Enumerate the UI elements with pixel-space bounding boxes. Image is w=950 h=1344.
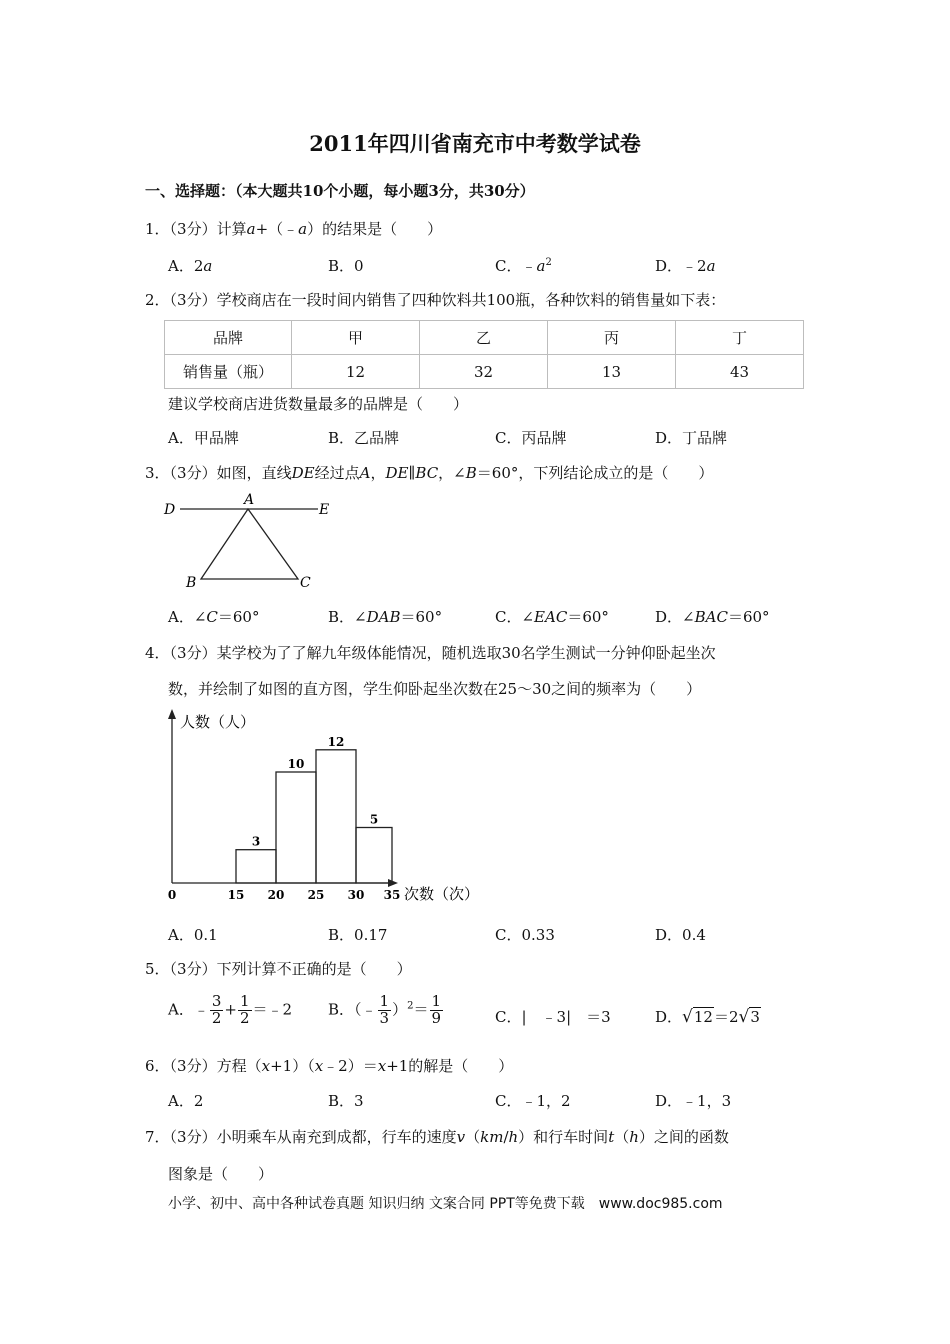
- table-row: [165, 355, 804, 389]
- table-cell: 43: [676, 355, 804, 389]
- q2-option-c: C．丙品牌: [495, 429, 567, 447]
- histogram-bar: [236, 850, 276, 883]
- bar-value-label: 12: [327, 734, 345, 749]
- x-axis-label: 次数（次）: [404, 885, 480, 903]
- q6-option-b: B．3: [328, 1092, 364, 1110]
- triangle-abc: [201, 509, 298, 579]
- bar-value-label: 3: [251, 834, 261, 849]
- q4-option-b: B．0.17: [328, 926, 388, 944]
- table-cell: 销售量（瓶）: [165, 355, 292, 389]
- q1-option-b: B．0: [328, 257, 364, 275]
- question-4-line2: 数，并绘制了如图的直方图，学生仰卧起坐次数在25～30之间的频率为（ ）: [168, 680, 702, 698]
- table-row: [165, 321, 804, 355]
- table-cell: 12: [292, 355, 420, 389]
- label-c: C: [300, 575, 311, 591]
- histogram-bar: [316, 750, 356, 883]
- q4-option-d: D．0.4: [655, 926, 706, 944]
- label-e: E: [319, 502, 330, 518]
- q5-option-b: B．（﹣ $\frac{1}{3}$ ）$^2$＝ $\frac{1}{9}$: [328, 992, 442, 1027]
- q2-option-a: A．甲品牌: [168, 429, 239, 447]
- question-4: 4．（3分）某学校为了了解九年级体能情况，随机选取30名学生测试一分钟仰卧起坐次: [145, 644, 716, 662]
- histogram: [160, 705, 490, 910]
- q4-option-a: A．0.1: [168, 926, 218, 944]
- q3-option-c: C．∠EAC＝60°: [495, 608, 609, 626]
- q6-option-c: C．﹣1，2: [495, 1092, 571, 1110]
- question-1: 1．（3分）计算a+（﹣a）的结果是（ ）: [145, 220, 443, 238]
- q3-option-a: A．∠C＝60°: [168, 608, 260, 626]
- x-tick-label: 15: [227, 888, 245, 902]
- q-score: （3分）: [169, 220, 217, 238]
- question-7-line2: 图象是（ ）: [168, 1165, 274, 1183]
- table-cell: 乙: [420, 321, 548, 355]
- x-tick-label: 20: [267, 888, 285, 902]
- q3-option-b: B．∠DAB＝60°: [328, 608, 443, 626]
- table-cell: 丁: [676, 321, 804, 355]
- x-tick-label: 30: [347, 888, 365, 902]
- bar-value-label: 10: [287, 757, 305, 771]
- table-cell: 品牌: [165, 321, 292, 355]
- q6-option-a: A．2: [168, 1092, 204, 1110]
- histogram-bar: [276, 772, 316, 883]
- question-2: 2．（3分）学校商店在一段时间内销售了四种饮料共100瓶，各种饮料的销售量如下表：: [145, 291, 726, 309]
- q3-option-d: D．∠BAC＝60°: [655, 608, 770, 626]
- x-tick-label: 35: [383, 888, 401, 902]
- q5-option-c: C．| ﹣3| ＝3: [495, 1008, 611, 1026]
- q-number: 1．: [145, 220, 170, 238]
- bar-value-label: 5: [369, 812, 379, 827]
- question-6: 6．（3分）方程（x+1）（x﹣2）＝x+1的解是（ ）: [145, 1057, 514, 1075]
- triangle-figure: [160, 488, 340, 593]
- sales-table: [164, 320, 804, 389]
- q4-option-c: C．0.33: [495, 926, 555, 944]
- q5-option-d: D．√12＝2√3: [655, 1007, 760, 1027]
- y-axis-label: 人数（人）: [180, 713, 256, 731]
- table-cell: 甲: [292, 321, 420, 355]
- question-7: 7．（3分）小明乘车从南充到成都，行车的速度v（km/h）和行车时间t（h）之间的函数: [145, 1128, 729, 1146]
- q2-follow-up: 建议学校商店进货数量最多的品牌是（ ）: [168, 395, 469, 413]
- table-cell: 13: [548, 355, 676, 389]
- y-axis-arrow: [168, 709, 176, 719]
- question-5: 5．（3分）下列计算不正确的是（ ）: [145, 960, 412, 978]
- section-heading: 一、选择题：（本大题共10个小题，每小题3分，共30分）: [145, 182, 535, 200]
- label-d: D: [164, 502, 176, 518]
- table-cell: 32: [420, 355, 548, 389]
- q2-option-d: D．丁品牌: [655, 429, 728, 447]
- question-3: 3．（3分）如图，直线DE经过点A，DE∥BC，∠B＝60°，下列结论成立的是（ ）: [145, 464, 714, 482]
- table-cell: 丙: [548, 321, 676, 355]
- page-title: 2011年四川省南充市中考数学试卷: [309, 131, 641, 156]
- q6-option-d: D．﹣1，3: [655, 1092, 732, 1110]
- x-tick-label: 25: [307, 888, 325, 902]
- q1-option-d: D．﹣2a: [655, 257, 716, 275]
- label-b: B: [186, 575, 197, 591]
- q1-option-a: A．2a: [168, 257, 213, 275]
- footer-text: 小学、初中、高中各种试卷真题 知识归纳 文案合同 PPT等免费下载 www.doc985.com: [168, 1196, 723, 1212]
- q5-option-a: A．﹣ $\frac{3}{2}$ + $\frac{1}{2}$ ＝﹣2: [168, 992, 293, 1027]
- histogram-bar: [356, 828, 392, 884]
- x-tick-label: 0: [167, 888, 177, 902]
- label-a: A: [244, 492, 255, 508]
- q2-option-b: B．乙品牌: [328, 429, 400, 447]
- q1-option-c: C．$﹣a^2$: [495, 257, 552, 275]
